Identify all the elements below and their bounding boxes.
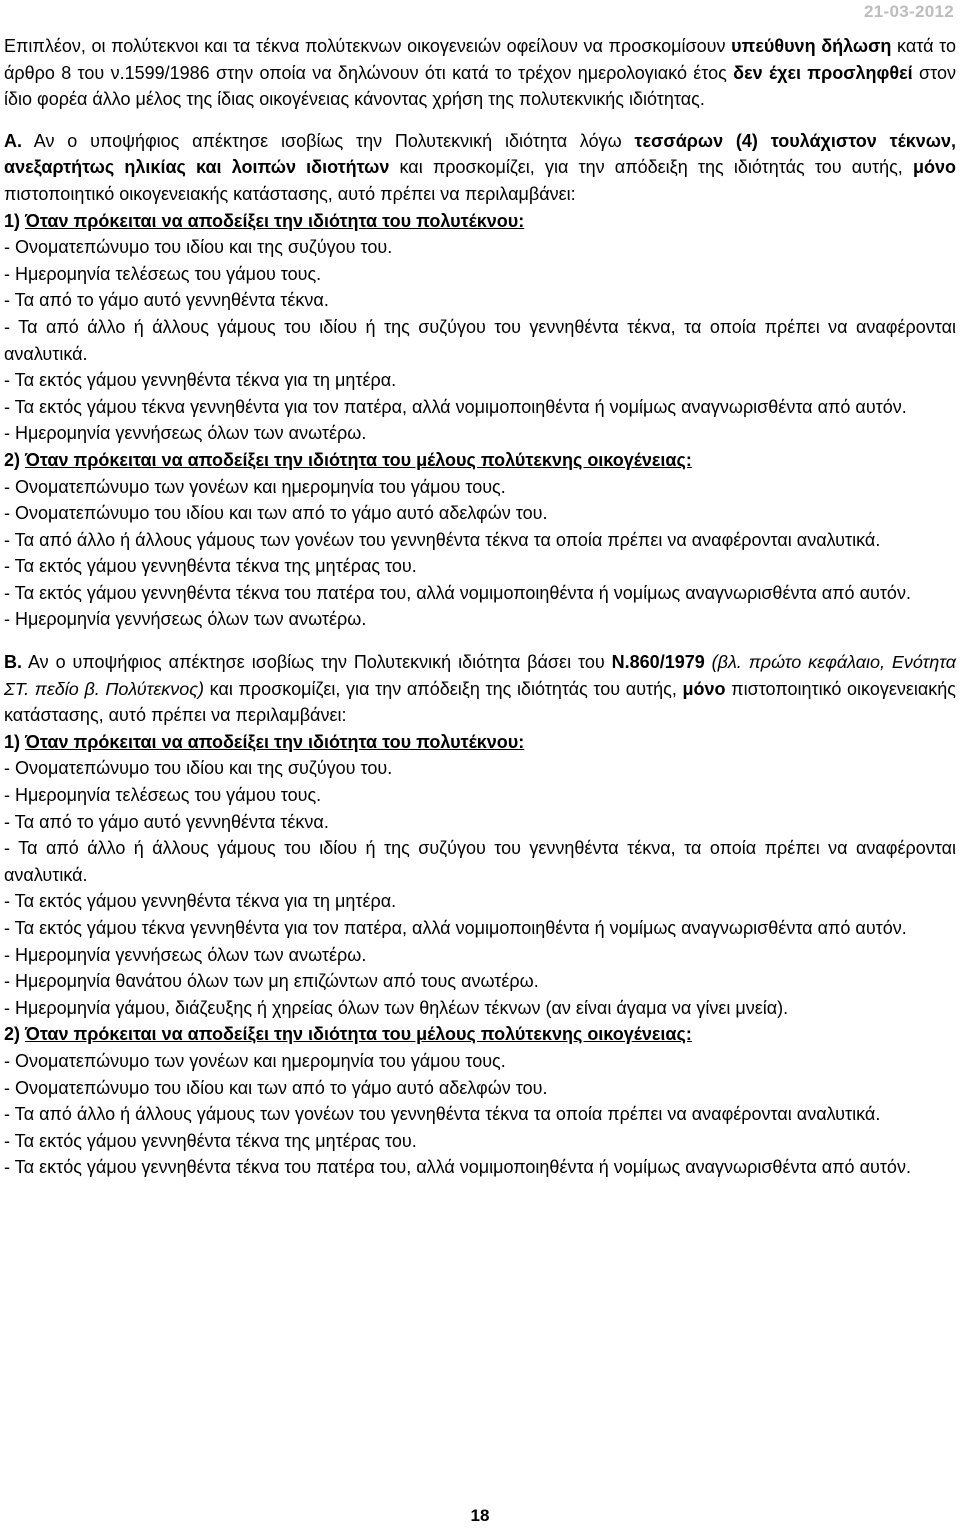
heading-number: 2) xyxy=(4,1024,26,1045)
list-item: - Τα από άλλο ή άλλους γάμους των γονέων του γεννηθέντα τέκνα τα οποία πρέπει να αναφέρονται αναλυτικά. xyxy=(4,529,881,550)
list-item: - Ημερομηνία γάμου, διάζευξης ή χηρείας όλων των θηλέων τέκνων (αν είναι άγαμα να γίνει μνεία). xyxy=(4,997,789,1018)
intro-bold: δεν έχει προσληφθεί xyxy=(733,62,913,83)
list-item: - Ονοματεπώνυμο των γονέων και ημερομηνία του γάμου τους. xyxy=(4,476,506,497)
heading-number: 1) xyxy=(4,210,26,231)
section-a-text: πιστοποιητικό οικογενειακής κατάστασης, αυτό πρέπει να περιλαμβάνει: xyxy=(4,183,576,204)
list-item: - Ονοματεπώνυμο των γονέων και ημερομηνία του γάμου τους. xyxy=(4,1050,506,1071)
list-item: - Ημερομηνία γεννήσεως όλων των ανωτέρω. xyxy=(4,944,367,965)
intro-text: στον ίδιο φορέα άλλο μέλος της ίδιας οικογένειας κάνοντας χρήση της πολυτεκνικής ιδιότητας. xyxy=(4,62,956,110)
section-b-heading-1 xyxy=(4,729,956,756)
page-number: 18 xyxy=(470,1506,490,1525)
heading-text: Όταν πρόκειται να αποδείξει την ιδιότητα του μέλους πολύτεκνης οικογένειας: xyxy=(25,1024,692,1045)
list-item: - Τα από το γάμο αυτό γεννηθέντα τέκνα. xyxy=(4,290,329,311)
section-a-heading-1 xyxy=(4,208,956,235)
list-item: - Τα από άλλο ή άλλους γάμους του ιδίου ή της συζύγου του γεννηθέντα τέκνα, τα οποία πρέπει να αναφέρονται αναλυτικά. xyxy=(4,838,956,885)
intro-bold: υπεύθυνη δήλωση xyxy=(731,36,892,56)
heading-text: Όταν πρόκειται να αποδείξει την ιδιότητα του πολυτέκνου: xyxy=(25,210,525,231)
heading-text: Όταν πρόκειται να αποδείξει την ιδιότητα του μέλους πολύτεκνης οικογένειας: xyxy=(25,449,692,470)
section-a-list-2 xyxy=(4,474,956,634)
section-b-bold: Ν.860/1979 xyxy=(611,652,705,673)
section-a-letter: Α. xyxy=(4,130,22,151)
section-b-text: Αν ο υποψήφιος απέκτησε ισοβίως την Πολυτεκνική ιδιότητα βάσει του xyxy=(22,652,612,673)
list-item: - Τα εκτός γάμου γεννηθέντα τέκνα του πατέρα του, αλλά νομιμοποιηθέντα ή νομίμως αναγνωρισθέντα από αυτόν. xyxy=(4,1157,911,1178)
section-a-paragraph xyxy=(4,128,956,208)
section-a-list-1 xyxy=(4,234,956,447)
section-b-text: πιστοποιητικό οικογενειακής κατάστασης, αυτό πρέπει να περιλαμβάνει: xyxy=(4,678,956,726)
intro-text: κατά το άρθρο 8 του ν.1599/1986 στην οποία να δηλώνουν ότι κατά το τρέχον ημερολογιακό έτος xyxy=(4,36,956,83)
list-item: - Ημερομηνία γεννήσεως όλων των ανωτέρω. xyxy=(4,609,367,630)
header-date: 21-03-2012 xyxy=(864,2,954,21)
section-a-heading-2 xyxy=(4,447,956,474)
list-item: - Ημερομηνία θανάτου όλων των μη επιζώντων από τους ανωτέρω. xyxy=(4,971,539,992)
section-b-text: και προσκομίζει, για την απόδειξη της ιδιότητάς του αυτής, xyxy=(204,678,683,699)
list-item: - Ονοματεπώνυμο του ιδίου και των από το γάμο αυτό αδελφών του. xyxy=(4,1077,548,1098)
list-item: - Τα εκτός γάμου γεννηθέντα τέκνα για τη μητέρα. xyxy=(4,370,397,391)
list-item: - Ονοματεπώνυμο του ιδίου και των από το γάμο αυτό αδελφών του. xyxy=(4,503,548,524)
section-b-list-1 xyxy=(4,755,956,1021)
section-b-list-2 xyxy=(4,1048,956,1181)
list-item: - Ονοματεπώνυμο του ιδίου και της συζύγου του. xyxy=(4,237,393,258)
section-a-text: Αν ο υποψήφιος απέκτησε ισοβίως την Πολυτεκνική ιδιότητα λόγω xyxy=(22,130,635,151)
list-item: - Ημερομηνία τελέσεως του γάμου τους. xyxy=(4,263,322,284)
heading-text: Όταν πρόκειται να αποδείξει την ιδιότητα του πολυτέκνου: xyxy=(25,731,525,752)
intro-text: Επιπλέον, οι πολύτεκνοι και τα τέκνα πολύτεκνων οικογενειών οφείλουν να προσκομίσουν xyxy=(4,36,732,56)
list-item: - Τα εκτός γάμου γεννηθέντα τέκνα της μητέρας του. xyxy=(4,1130,417,1151)
list-item: - Τα από άλλο ή άλλους γάμους του ιδίου ή της συζύγου του γεννηθέντα τέκνα, τα οποία πρέπει να αναφέρονται αναλυτικά. xyxy=(4,316,956,364)
list-item: - Ημερομηνία γεννήσεως όλων των ανωτέρω. xyxy=(4,423,367,444)
list-item: - Τα εκτός γάμου γεννηθέντα τέκνα της μητέρας του. xyxy=(4,556,417,577)
heading-number: 1) xyxy=(4,731,26,752)
list-item: - Ημερομηνία τελέσεως του γάμου τους. xyxy=(4,785,322,806)
section-a-bold: μόνο xyxy=(912,157,956,178)
heading-number: 2) xyxy=(4,449,26,470)
section-a-bold: τεσσάρων (4) τουλάχιστον τέκνων, ανεξαρτήτως ηλικίας και λοιπών ιδιοτήτων xyxy=(4,130,956,178)
list-item: - Ονοματεπώνυμο του ιδίου και της συζύγου του. xyxy=(4,758,393,779)
section-b-bold: μόνο xyxy=(682,678,726,699)
section-b-paragraph xyxy=(4,649,956,729)
section-a-text: και προσκομίζει, για την απόδειξη της ιδιότητάς του αυτής, xyxy=(389,157,913,178)
list-item: - Τα εκτός γάμου γεννηθέντα τέκνα για τη μητέρα. xyxy=(4,891,397,912)
list-item: - Τα εκτός γάμου γεννηθέντα τέκνα του πατέρα του, αλλά νομιμοποιηθέντα ή νομίμως αναγνωρισθέντα από αυτόν. xyxy=(4,582,911,603)
list-item: - Τα εκτός γάμου τέκνα γεννηθέντα για τον πατέρα, αλλά νομιμοποιηθέντα ή νομίμως αναγνωρισθέντα από αυτόν. xyxy=(4,918,907,938)
list-item: - Τα από άλλο ή άλλους γάμους των γονέων του γεννηθέντα τέκνα τα οποία πρέπει να αναφέρονται αναλυτικά. xyxy=(4,1104,881,1125)
document-body xyxy=(4,33,956,1181)
list-item: - Τα από το γάμο αυτό γεννηθέντα τέκνα. xyxy=(4,811,329,832)
section-b-letter: Β. xyxy=(4,652,22,673)
list-item: - Τα εκτός γάμου τέκνα γεννηθέντα για τον πατέρα, αλλά νομιμοποιηθέντα ή νομίμως αναγνωρισθέντα από αυτόν. xyxy=(4,396,907,417)
intro-paragraph xyxy=(4,33,956,113)
section-b-heading-2 xyxy=(4,1021,956,1048)
section-b-italic: (βλ. πρώτο κεφάλαιο, Ενότητα ΣΤ. πεδίο β. Πολύτεκνος) xyxy=(4,652,956,699)
